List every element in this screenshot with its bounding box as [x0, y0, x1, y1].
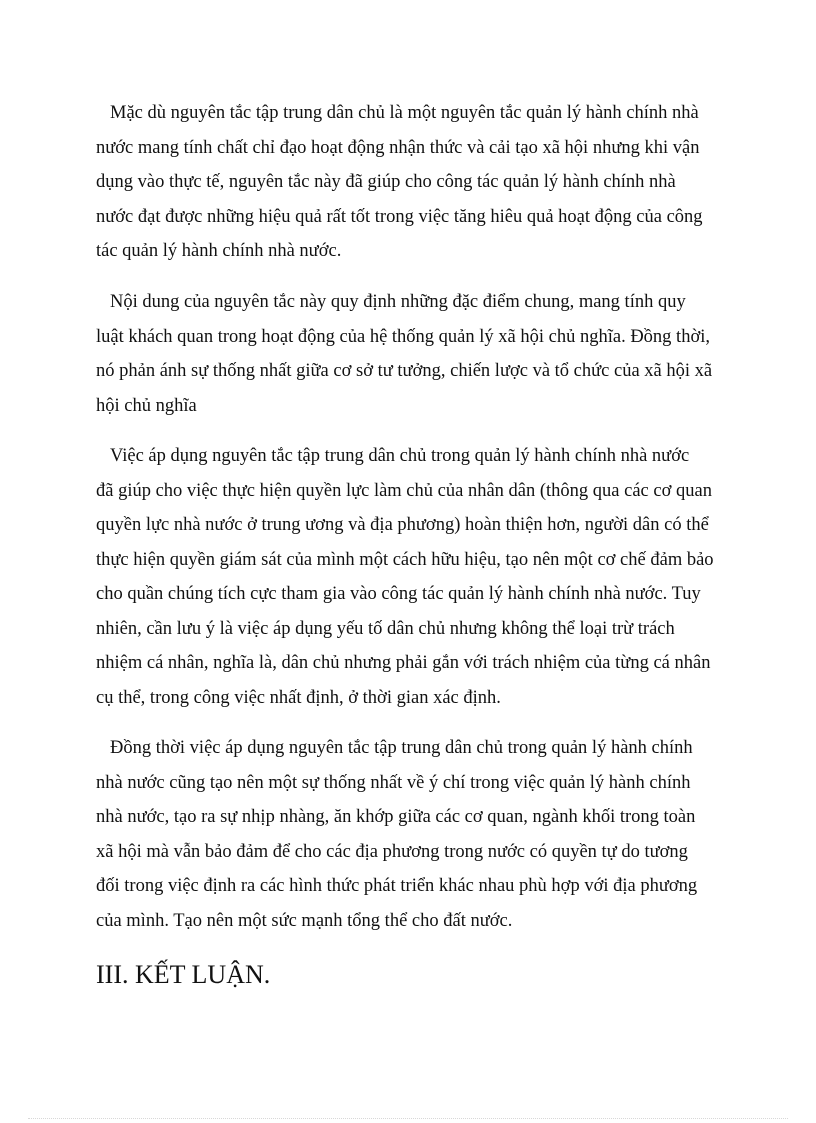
paragraph-line: Nội dung của nguyên tắc này quy định những đặc điểm chung, mang tính quy [110, 292, 686, 312]
paragraph-1 [96, 96, 736, 269]
paragraph-line: luật khách quan trong hoạt động của hệ thống quản lý xã hội chủ nghĩa. Đồng thời, [96, 326, 710, 347]
paragraph-line: thực hiện quyền giám sát của mình một cách hữu hiệu, tạo nên một cơ chế đảm bảo [96, 549, 714, 570]
paragraph-3 [96, 439, 736, 715]
paragraph-line: Đồng thời việc áp dụng nguyên tắc tập trung dân chủ trong quản lý hành chính [110, 738, 693, 758]
paragraph-line: của mình. Tạo nên một sức mạnh tổng thể cho đất nước. [96, 910, 513, 931]
paragraph-line: cụ thể, trong công việc nhất định, ở thời gian xác định. [96, 687, 501, 708]
paragraph-line: cho quần chúng tích cực tham gia vào công tác quản lý hành chính nhà nước. Tuy [96, 584, 701, 604]
paragraph-line: nhiệm cá nhân, nghĩa là, dân chủ nhưng phải gắn với trách nhiệm của từng cá nhân [96, 653, 711, 673]
page-bottom-divider [28, 1118, 788, 1119]
paragraph-line: dụng vào thực tế, nguyên tắc này đã giúp cho công tác quản lý hành chính nhà [96, 172, 676, 192]
paragraph-line: đã giúp cho việc thực hiện quyền lực làm chủ của nhân dân (thông qua các cơ quan [96, 480, 712, 501]
paragraph-line: nhà nước, tạo ra sự nhịp nhàng, ăn khớp giữa các cơ quan, ngành khối trong toàn [96, 807, 696, 827]
paragraph-line: nước mang tính chất chỉ đạo hoạt động nhận thức và cải tạo xã hội nhưng khi vận [96, 137, 700, 158]
paragraph-line: đối trong việc định ra các hình thức phát triển khác nhau phù hợp với địa phương [96, 876, 698, 896]
paragraph-line: quyền lực nhà nước ở trung ương và địa phương) hoàn thiện hơn, người dân có thể [96, 515, 709, 535]
paragraph-line: tác quản lý hành chính nhà nước. [96, 241, 342, 261]
paragraph-line: nhà nước cũng tạo nên một sự thống nhất về ý chí trong việc quản lý hành chính [96, 772, 691, 793]
paragraph-line: hội chủ nghĩa [96, 395, 197, 416]
paragraph-line: nước đạt được những hiệu quả rất tốt trong việc tăng hiêu quả hoạt động của công [96, 206, 703, 227]
paragraph-2 [96, 285, 736, 423]
paragraph-line: nó phản ánh sự thống nhất giữa cơ sở tư tưởng, chiến lược và tổ chức của xã hội xã [96, 361, 713, 381]
paragraph-line: Việc áp dụng nguyên tắc tập trung dân chủ trong quản lý hành chính nhà nước [110, 446, 690, 466]
section-heading: III. KẾT LUẬN. [96, 960, 271, 989]
paragraph-4 [96, 731, 736, 938]
paragraph-line: nhiên, cần lưu ý là việc áp dụng yếu tố dân chủ nhưng không thể loại trừ trách [96, 618, 675, 639]
paragraph-line: Mặc dù nguyên tắc tập trung dân chủ là một nguyên tắc quản lý hành chính nhà [110, 103, 699, 123]
paragraph-line: xã hội mà vẫn bảo đảm để cho các địa phương trong nước có quyền tự do tương [96, 841, 688, 862]
